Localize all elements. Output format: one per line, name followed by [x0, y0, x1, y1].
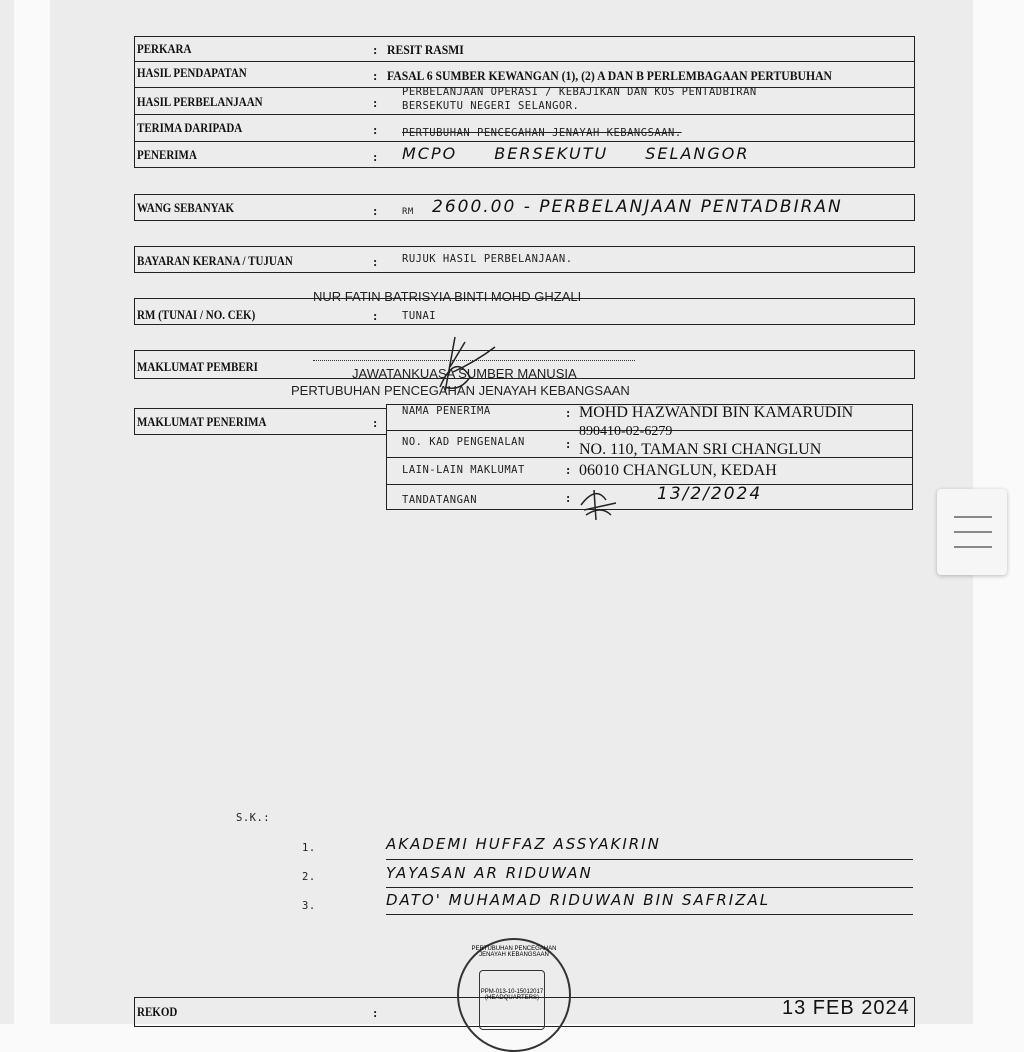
colon: :	[373, 122, 378, 137]
pemberi-title-1: JAWATANKUASA SUMBER MANUSIA	[352, 366, 577, 381]
label-hasil-pendapatan: HASIL PENDAPATAN	[137, 66, 247, 80]
label-rekod: REKOD	[137, 1005, 178, 1019]
sk-item-3: DATO' MUHAMAD RIDUWAN BIN SAFRIZAL	[386, 891, 771, 909]
colon: :	[566, 405, 571, 420]
organization-stamp	[457, 938, 571, 1052]
label-terima-daripada: TERIMA DARIPADA	[137, 121, 243, 135]
value-address: NO. 110, TAMAN SRI CHANGLUN	[579, 441, 822, 458]
value-ic: 890410-02-6279	[579, 424, 673, 439]
label-wang: WANG SEBANYAK	[137, 201, 235, 215]
colon: :	[373, 1005, 378, 1020]
sk-item-1: AKADEMI HUFFAZ ASSYAKIRIN	[386, 835, 661, 853]
colon: :	[566, 490, 571, 505]
colon: :	[373, 254, 378, 269]
name-overlay: NUR FATIN BATRISYIA BINTI MOHD GHZALI	[313, 289, 582, 304]
divider	[386, 859, 913, 860]
sk-num-3: 3.	[302, 900, 316, 912]
value-penerima: MCPO BERSEKUTU SELANGOR	[402, 144, 750, 163]
value-wang: 2600.00 - PERBELANJAAN PENTADBIRAN	[432, 197, 843, 217]
divider	[386, 484, 913, 485]
label-tandatangan: TANDATANGAN	[402, 494, 478, 506]
colon: :	[566, 462, 571, 477]
colon: :	[373, 149, 378, 164]
divider	[134, 61, 915, 62]
label-rm: RM (TUNAI / NO. CEK)	[137, 308, 256, 322]
value-perkara: RESIT RASMI	[387, 42, 464, 57]
value-nama: MOHD HAZWANDI BIN KAMARUDIN	[579, 404, 854, 421]
pemberi-title-2: PERTUBUHAN PENCEGAHAN JENAYAH KEBANGSAAN	[291, 383, 630, 398]
hamburger-icon-line	[954, 531, 992, 533]
currency: RM	[402, 207, 414, 217]
divider	[386, 914, 913, 915]
colon: :	[373, 203, 378, 218]
value-terima-daripada: PERTUBUHAN PENCEGAHAN JENAYAH KEBANGSAAN.	[402, 127, 682, 139]
value-hasil-perbelanjaan-2: BERSEKUTU NEGERI SELANGOR.	[402, 100, 580, 112]
value-hasil-perbelanjaan-1: PERBELANJAAN OPERASI / KEBAJIKAN DAN KOS PENTADBIRAN	[402, 86, 757, 98]
divider	[134, 141, 915, 142]
colon: :	[373, 42, 378, 57]
stamp-inner-text: PPM-013-10-15012017 (HEADQUARTERS)	[479, 970, 545, 1030]
menu-button[interactable]	[937, 489, 1007, 575]
sk-num-1: 1.	[302, 842, 316, 854]
value-bayaran: RUJUK HASIL PERBELANJAAN.	[402, 253, 573, 265]
label-perkara: PERKARA	[137, 42, 192, 56]
label-penerima: PENERIMA	[137, 148, 197, 162]
signature-penerima	[576, 485, 621, 525]
colon: :	[373, 415, 378, 430]
rekod-date: 13 FEB 2024	[782, 997, 910, 1019]
label-hasil-perbelanjaan: HASIL PERBELANJAAN	[137, 95, 263, 109]
colon: :	[566, 436, 571, 451]
label-bayaran: BAYARAN KERANA / TUJUAN	[137, 254, 293, 268]
value-tandatangan-date: 13/2/2024	[657, 484, 763, 504]
value-rm: TUNAI	[402, 310, 437, 322]
value-hasil-pendapatan: FASAL 6 SUMBER KEWANGAN (1), (2) A DAN B PERLEMBAGAAN PERTUBUHAN	[387, 68, 832, 83]
label-ic: NO. KAD PENGENALAN	[402, 436, 525, 448]
label-nama: NAMA PENERIMA	[402, 405, 491, 417]
divider	[386, 887, 913, 888]
label-penerima-maklumat: MAKLUMAT PENERIMA	[137, 415, 267, 429]
label-lain: LAIN-LAIN MAKLUMAT	[402, 464, 525, 476]
sk-item-2: YAYASAN AR RIDUWAN	[386, 864, 593, 882]
viewer-margin	[0, 0, 14, 1024]
signature-pemberi	[425, 332, 505, 402]
hamburger-icon-line	[954, 546, 992, 548]
stamp-ring-text: PERTUBUHAN PENCEGAHAN JENAYAH KEBANGSAAN	[471, 946, 557, 958]
colon: :	[373, 95, 378, 110]
value-lain: 06010 CHANGLUN, KEDAH	[579, 462, 777, 479]
colon: :	[373, 308, 378, 323]
label-pemberi: MAKLUMAT PEMBERI	[137, 360, 258, 374]
colon: :	[373, 68, 378, 83]
hamburger-icon	[954, 516, 992, 518]
sk-num-2: 2.	[302, 871, 316, 883]
divider	[134, 114, 915, 115]
sk-label: S.K.:	[236, 812, 271, 824]
